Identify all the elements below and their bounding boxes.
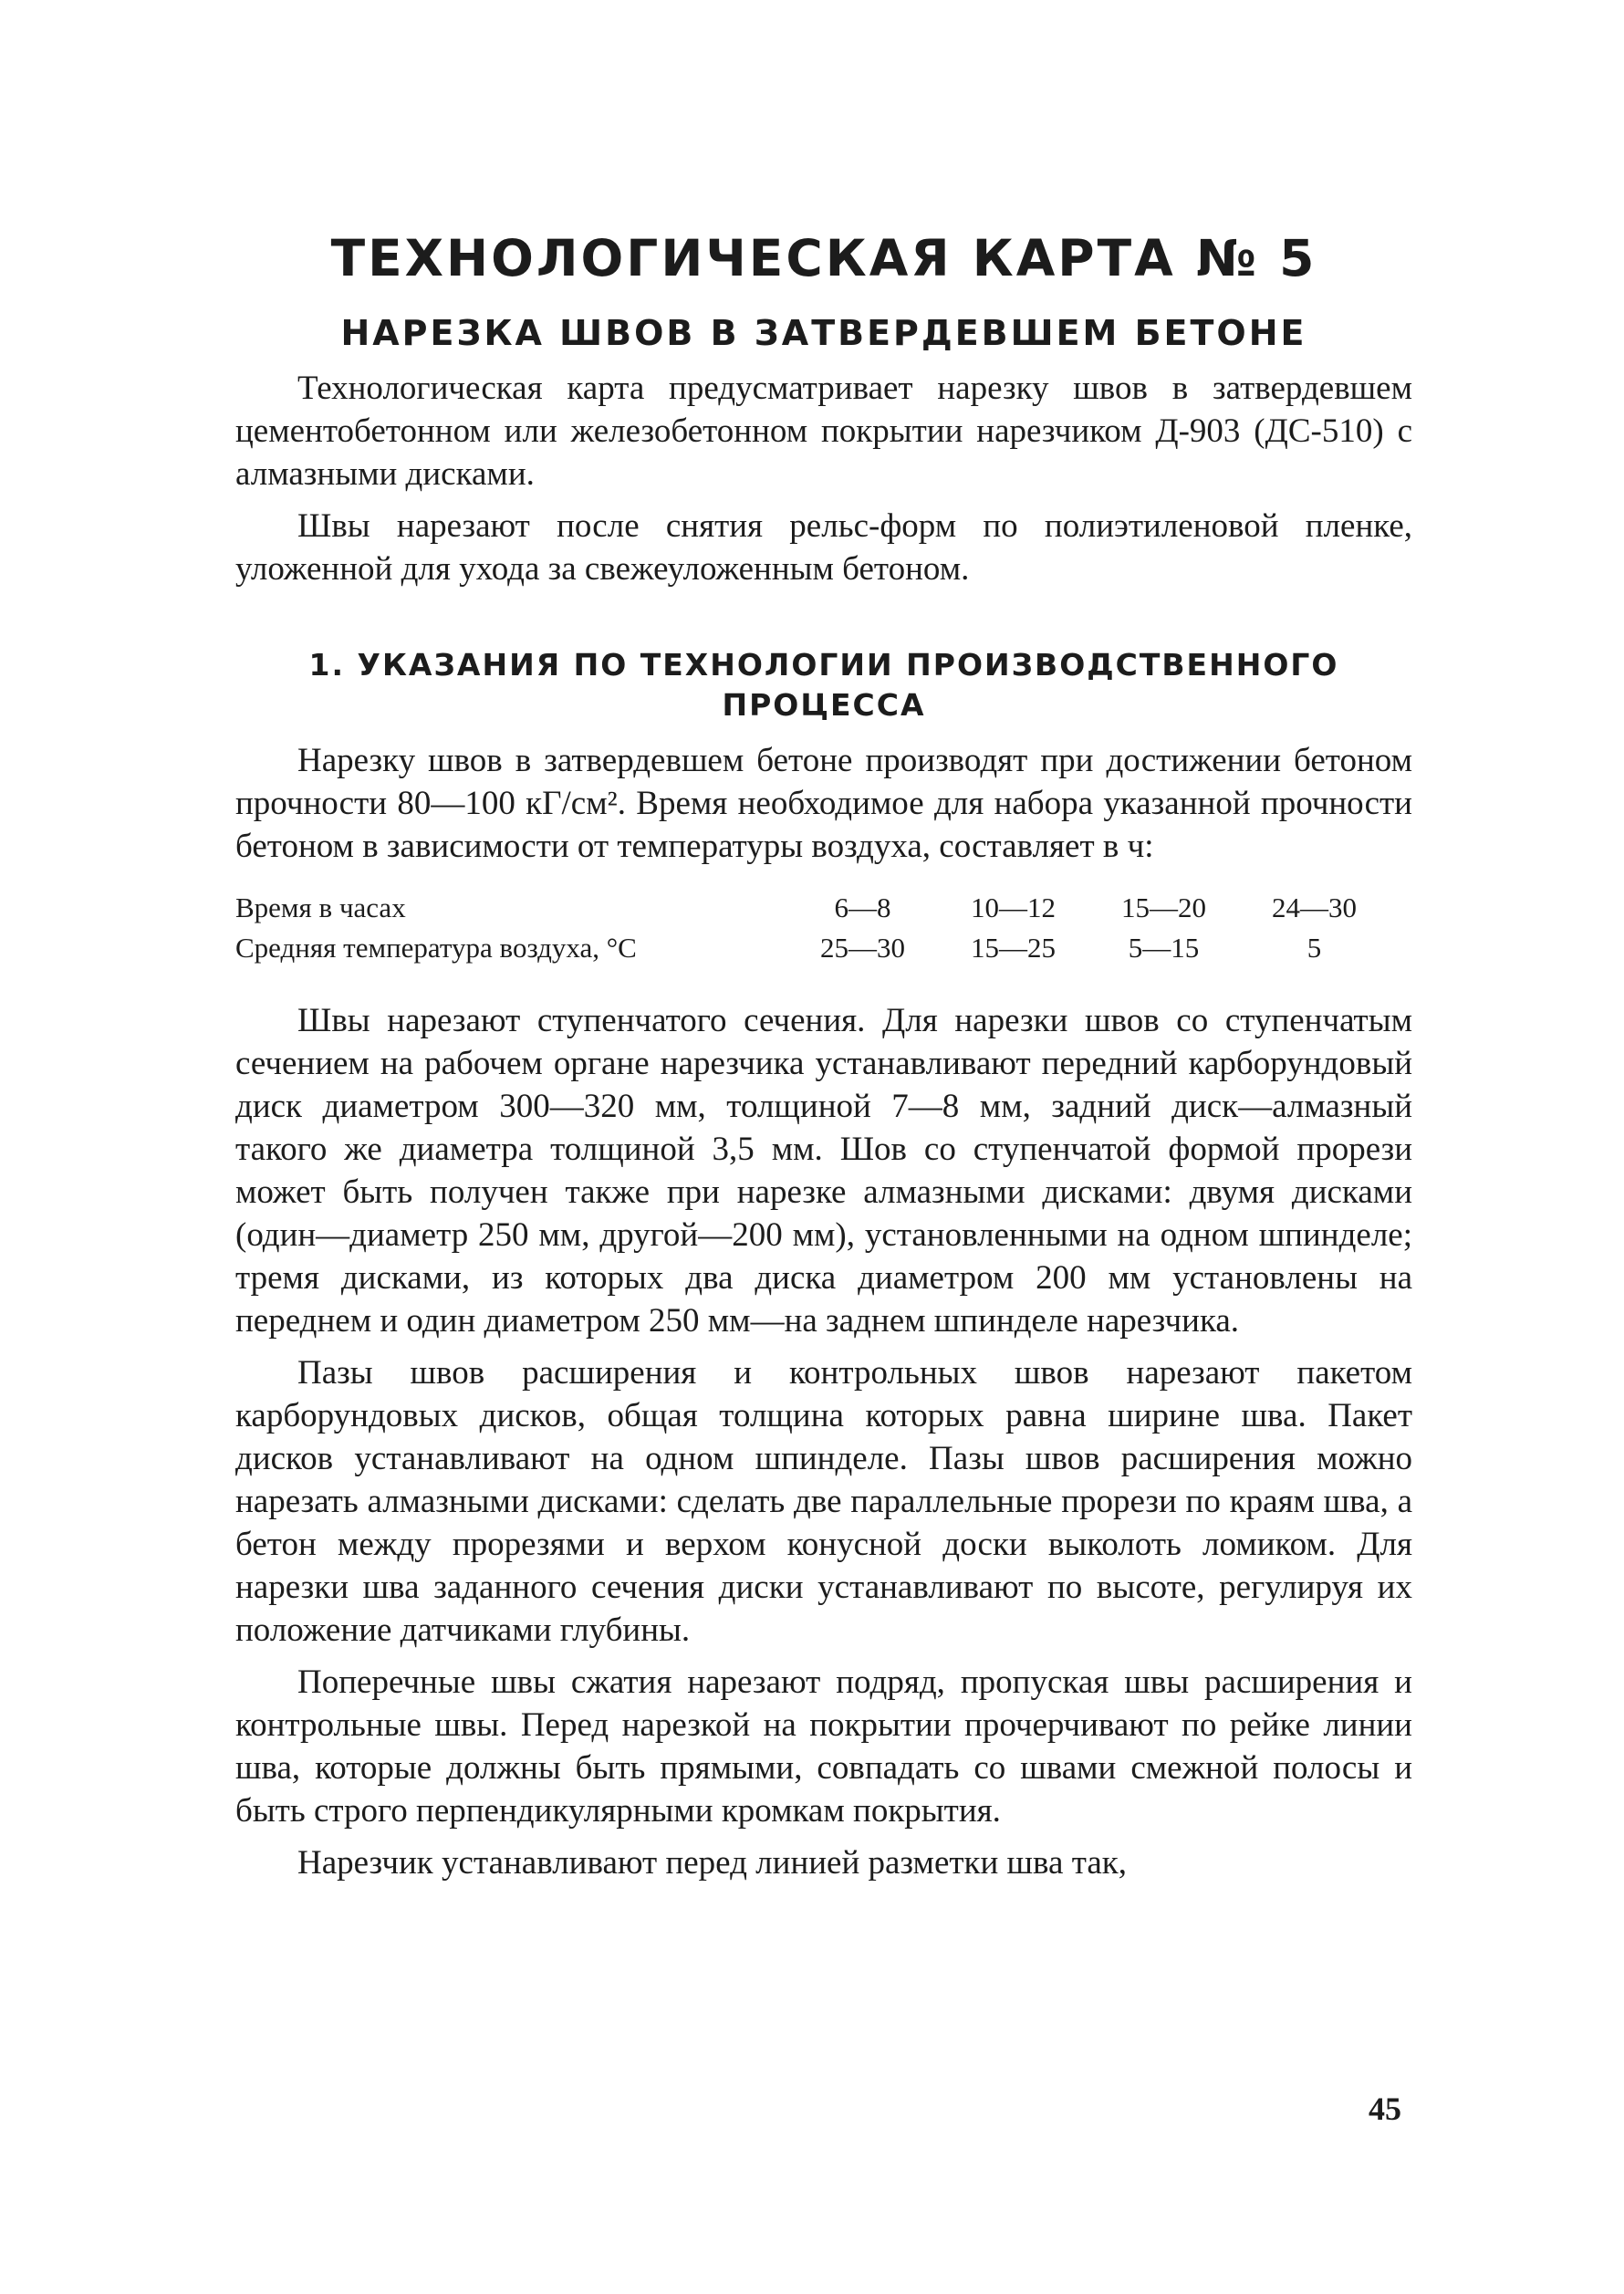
table-row	[235, 888, 1412, 928]
row-label: Время в часах	[235, 891, 406, 923]
body-paragraph: Швы нарезают ступенчатого сечения. Для нарезки швов со ступенчатым сечением на рабочем органе нарезчика устанавливают передний карборундовый диск диаметром 300—320 мм, толщиной 7—8 мм, задний диск—алмазный такого же диаметра толщиной 3,5 мм. Шов со ступенчатой формой прорези может быть получен также при нарезке алмазными дисками: двумя дисками (один—диаметр 250 мм, другой—200 мм), установленными на одном шпинделе; тремя дисками, из которых два диска диаметром 200 мм установлены на переднем и один диаметром 250 мм—на заднем шпинделе нарезчика.	[235, 1001, 1412, 1340]
table-cell: 15—20	[1121, 891, 1206, 923]
table-cell: 15—25	[971, 931, 1056, 964]
body-paragraph: Поперечные швы сжатия нарезают подряд, пропуская швы расширения и контрольные швы. Перед нарезкой на покрытии прочерчивают по рейке линии шва, которые должны быть прямыми, совпадать со швами смежной полосы и быть строго перпендикулярными кромкам покрытия.	[235, 1663, 1412, 1830]
document-page	[235, 228, 1412, 1893]
section-heading-line: ПРОЦЕССА	[722, 687, 926, 724]
table-cell: 5	[1306, 931, 1322, 964]
row-label: Средняя температура воздуха, °С	[235, 931, 637, 964]
body-paragraph: Нарезчик устанавливают перед линией разметки шва так,	[297, 1843, 1127, 1882]
page-number: 45	[1369, 2091, 1401, 2127]
table-cell: 24—30	[1272, 891, 1357, 923]
section-heading-line: 1. УКАЗАНИЯ ПО ТЕХНОЛОГИИ ПРОИЗВОДСТВЕННОГО	[308, 646, 1339, 683]
section-heading	[235, 645, 1412, 726]
page-subtitle: НАРЕЗКА ШВОВ В ЗАТВЕРДЕВШЕМ БЕТОНЕ	[340, 313, 1307, 353]
table-row	[235, 928, 1412, 968]
page-title: ТЕХНОЛОГИЧЕСКАЯ КАРТА № 5	[330, 229, 1317, 287]
table-cell: 6—8	[834, 891, 891, 923]
table-cell: 5—15	[1128, 931, 1200, 964]
intro-paragraph: Технологическая карта предусматривает нарезку швов в затвердевшем цементобетонном или железобетонном покрытии нарезчиком Д-903 (ДС-510) с алмазными дисками.	[235, 369, 1412, 493]
intro-paragraph: Швы нарезают после снятия рельс-форм по полиэтиленовой пленке, уложенной для ухода за свежеуложенным бетоном.	[235, 506, 1412, 588]
body-paragraph: Пазы швов расширения и контрольных швов нарезают пакетом карборундовых дисков, общая толщина которых равна ширине шва. Пакет дисков устанавливают на одном шпинделе. Пазы швов расширения можно нарезать алмазными дисками: сделать две параллельные прорези по краям шва, а бетон между прорезями и верхом конусной доски выколоть ломиком. Для нарезки шва заданного сечения диски устанавливают по высоте, регулируя их положение датчиками глубины.	[235, 1353, 1412, 1649]
table-cell: 10—12	[971, 891, 1056, 923]
time-temperature-table	[235, 888, 1412, 968]
table-cell: 25—30	[820, 931, 905, 964]
body-paragraph: Нарезку швов в затвердевшем бетоне производят при достижении бетоном прочности 80—100 кГ/см². Время необходимое для набора указанной прочности бетоном в зависимости от температуры воздуха, составляет в ч:	[235, 741, 1412, 865]
